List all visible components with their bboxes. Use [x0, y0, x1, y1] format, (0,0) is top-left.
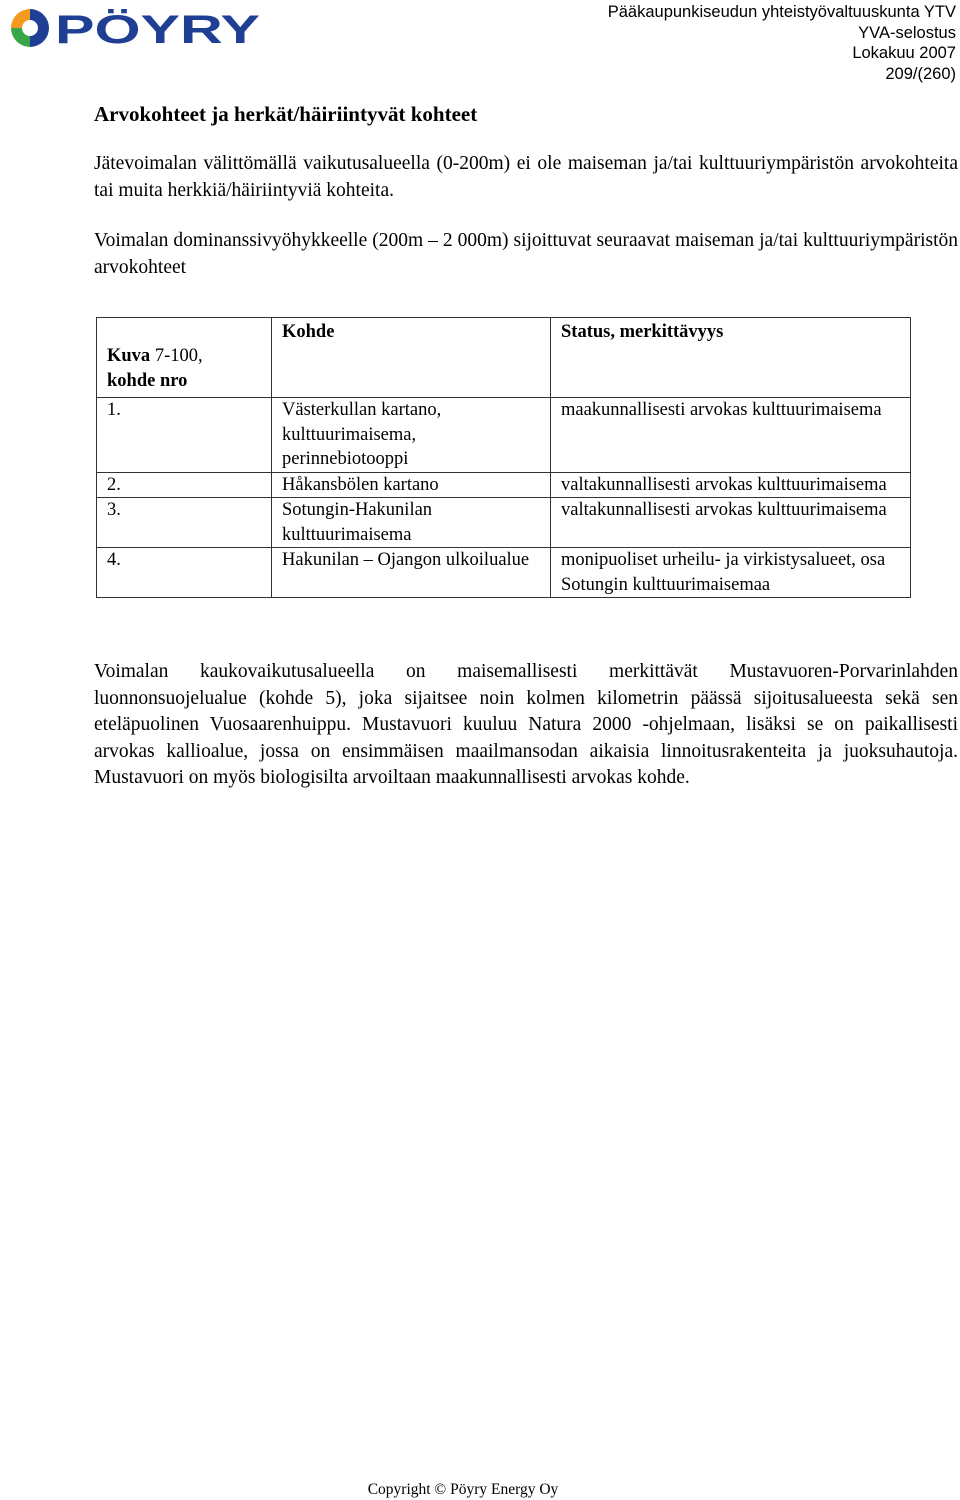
header-cell-number: Kuva 7-100, kohde nro — [97, 318, 272, 398]
header-cell-status: Status, merkittävyys — [551, 318, 911, 398]
row-status: monipuoliset urheilu- ja virkistysalueet, osa Sotungin kulttuurimaisemaa — [551, 548, 911, 598]
document-date: Lokakuu 2007 — [852, 44, 956, 62]
section-heading: Arvokohteet ja herkät/häiriintyvät kohteet — [94, 102, 478, 126]
row-kohde: Västerkullan kartano, kulttuurimaisema, perinnebiotooppi — [272, 398, 551, 473]
row-kohde: Sotungin-Hakunilan kulttuurimaisema — [272, 498, 551, 548]
header-cell-kohde: Kohde — [272, 318, 551, 398]
row-status: maakunnallisesti arvokas kulttuurimaisema — [551, 398, 911, 473]
table-header-row — [97, 318, 911, 398]
row-number: 1. — [97, 398, 272, 473]
logo-wordmark: PÖYRY — [55, 8, 194, 50]
row-number: 4. — [97, 548, 272, 598]
table-row — [97, 498, 911, 548]
row-status: valtakunnallisesti arvokas kulttuurimaisema — [551, 472, 911, 498]
table-row — [97, 398, 911, 473]
row-kohde: Hakunilan – Ojangon ulkoilualue — [272, 548, 551, 598]
table-row — [97, 548, 911, 598]
poyry-logo — [8, 6, 263, 50]
row-number: 2. — [97, 472, 272, 498]
logo-mark-icon — [11, 9, 49, 47]
valuable-sites-table — [96, 317, 911, 598]
page-footer: Copyright © Pöyry Energy Oy — [367, 1481, 559, 1498]
row-number: 3. — [97, 498, 272, 548]
paragraph-immediate-zone: Jätevoimalan välittömällä vaikutusalueella (0-200m) ei ole maiseman ja/tai kulttuuriympäristön arvokohteita tai muita herkkiä/häiriintyviä kohteita. — [94, 153, 958, 201]
page-number: 209/(260) — [885, 64, 956, 83]
table-row — [97, 472, 911, 498]
row-kohde: Håkansbölen kartano — [272, 472, 551, 498]
document-type: YVA-selostus — [858, 23, 956, 42]
client-name: Pääkaupunkiseudun yhteistyövaltuuskunta YTV — [607, 3, 956, 21]
paragraph-distant-zone: Voimalan kaukovaikutusalueella on maisemallisesti merkittävät Mustavuoren-Porvarinlahden luonnonsuojelualue (kohde 5), joka sijaitsee noin kolmen kilometrin päässä sijoitusalueesta sekä sen eteläpuolinen Vuosaarenhuippu. Mustavuori kuuluu Natura 2000 -ohjelmaan, lisäksi se on paikallisesti arvokas kallioalue, jossa on ensimmäisen maailmansodan aikaisia linnoitusrakenteita ja juoksuhautoja. Mustavuori on myös biologisilta arvoiltaan maakunnallisesti arvokas kohde. — [94, 661, 958, 788]
document-header — [608, 2, 956, 84]
paragraph-dominance-zone: Voimalan dominanssivyöhykkeelle (200m – 2 000m) sijoittuvat seuraavat maiseman ja/tai kulttuuriympäristön arvokohteet — [94, 230, 958, 278]
row-status: valtakunnallisesti arvokas kulttuurimaisema — [551, 498, 911, 548]
